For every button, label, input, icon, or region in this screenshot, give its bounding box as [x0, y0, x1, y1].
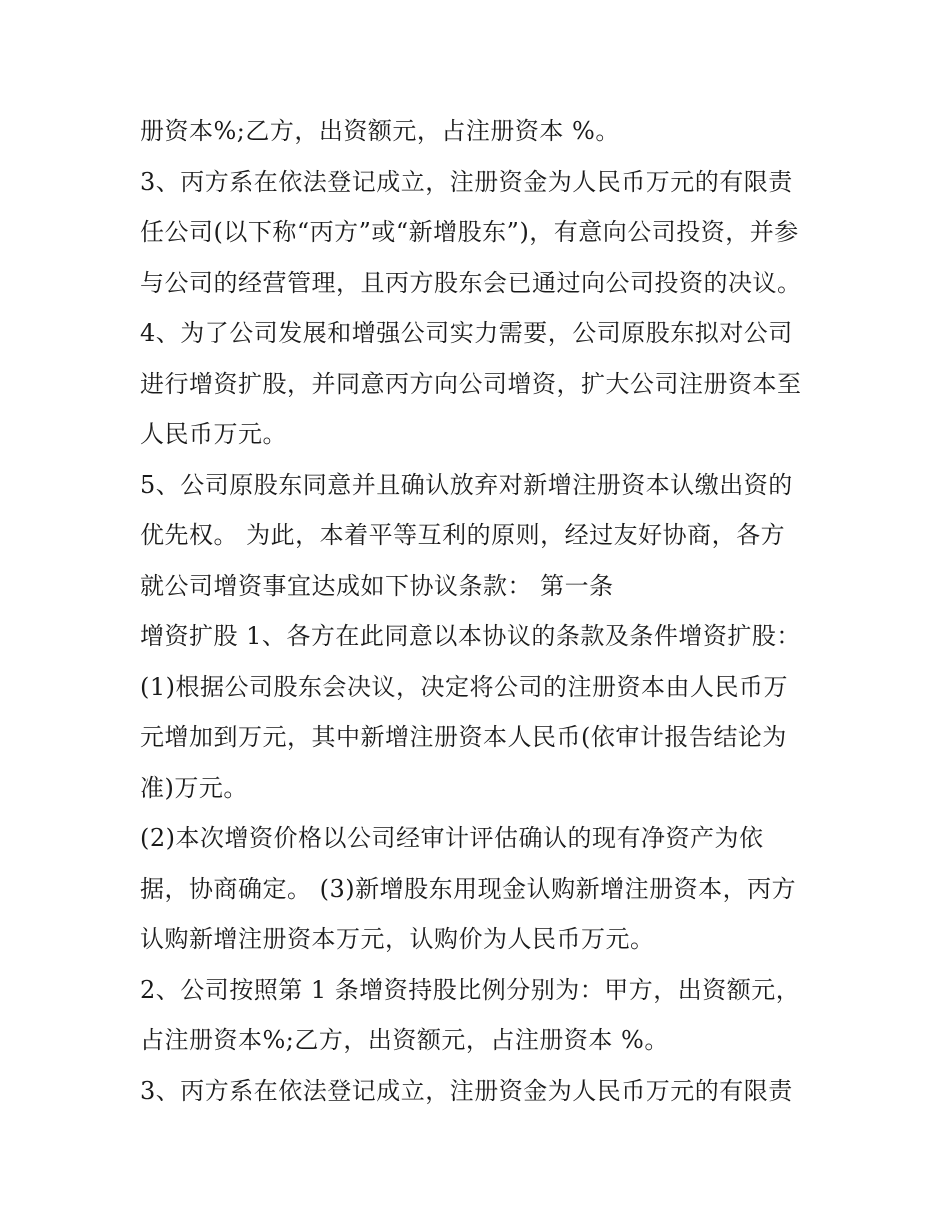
text-line: 4、为了公司发展和增强公司实力需要，公司原股东拟对公司: [140, 319, 793, 347]
text-line: 增资扩股 1、各方在此同意以本协议的条款及条件增资扩股：: [140, 622, 801, 650]
text-line: 3、丙方系在依法登记成立，注册资金为人民币万元的有限责: [140, 168, 793, 196]
text-line: 5、公司原股东同意并且确认放弃对新增注册资本认缴出资的: [140, 471, 793, 499]
text-line: 占注册资本%;乙方，出资额元，占注册资本 %。: [140, 1026, 669, 1054]
text-line: 据，协商确定。 (3)新增股东用现金认购新增注册资本，丙方: [140, 875, 797, 903]
text-line: 人民币万元。: [140, 420, 287, 448]
text-line: 准)万元。: [140, 774, 248, 802]
text-line: 就公司增资事宜达成如下协议条款： 第一条: [140, 572, 614, 600]
text-line: 与公司的经营管理，且丙方股东会已通过向公司投资的决议。: [140, 269, 802, 297]
text-line: 2、公司按照第 1 条增资持股比例分别为：甲方，出资额元，: [140, 976, 801, 1004]
text-line: 任公司(以下称“丙方”或“新增股东”)，有意向公司投资，并参: [140, 218, 799, 246]
text-line: 进行增资扩股，并同意丙方向公司增资，扩大公司注册资本至: [140, 370, 802, 398]
text-line: (1)根据公司股东会决议，决定将公司的注册资本由人民币万: [140, 673, 788, 701]
text-line: 册资本%;乙方，出资额元，占注册资本 %。: [140, 117, 620, 145]
text-line: 优先权。 为此，本着平等互利的原则，经过友好协商，各方: [140, 521, 786, 549]
text-line: (2)本次增资价格以公司经审计评估确认的现有净资产为依: [140, 824, 764, 852]
text-line: 元增加到万元，其中新增注册资本人民币(依审计报告结论为: [140, 723, 787, 751]
text-line: 认购新增注册资本万元，认购价为人民币万元。: [140, 925, 655, 953]
text-line: 3、丙方系在依法登记成立，注册资金为人民币万元的有限责: [140, 1077, 793, 1105]
